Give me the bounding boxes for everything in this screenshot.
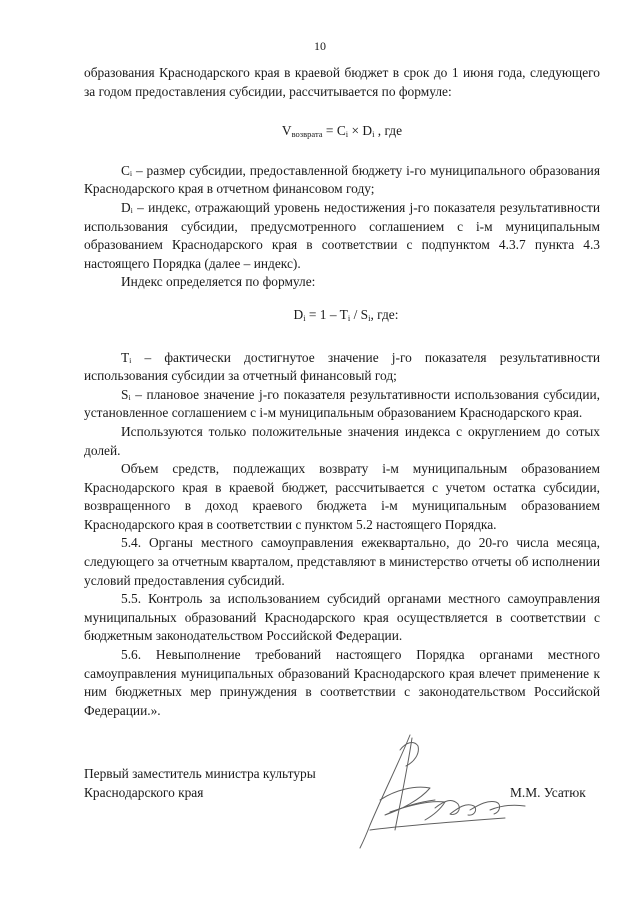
formula-tail: , где:	[370, 306, 399, 322]
formula-index	[84, 306, 600, 325]
paragraph-intro: образования Краснодарского края в краевой бюджет в срок до 1 июня года, следующего за годом предоставления субсидии, рассчитывается по формуле:	[84, 65, 600, 99]
formula-symbol: × D	[348, 123, 373, 139]
document-body	[84, 64, 600, 720]
formula-subscript: i	[347, 312, 351, 323]
formula-symbol: = C	[322, 123, 346, 139]
paragraph-si-definition: Sᵢ – плановое значение j-го показателя результативности использования субсидии, установленное соглашением с i-м муниципальным образованием Краснодарского края.	[84, 386, 600, 421]
formula-refund	[84, 122, 600, 141]
formula-symbol: D	[293, 306, 304, 322]
paragraph-di-definition: Dᵢ – индекс, отражающий уровень недостижения j-го показателя результативности использования субсидии, предусмотренного соглашением с i-м муниципальным образованием Краснодарского края в соответствии с подпунктом 4.3.7 пункта 4.3 настоящего Порядка (далее – индекс).	[84, 199, 600, 271]
formula-symbol: V	[281, 123, 292, 139]
paragraph-ci-definition: Cᵢ – размер субсидии, предоставленной бюджету i-го муниципального образования Краснодарского края в отчетном финансовом году;	[84, 162, 600, 197]
signature-block	[84, 765, 600, 802]
paragraph-refund-volume: Объем средств, подлежащих возврату i-м муниципальным образованием Краснодарского края в краевой бюджет, рассчитывается с учетом остатка субсидии, возвращенного в доход краевого бюджета i-м муниципальным образованием Краснодарского края в соответствии с пунктом 5.2 настоящего Порядка.	[84, 461, 600, 532]
formula-subscript: i	[368, 312, 371, 323]
signatory-position-line2: Краснодарского края	[84, 784, 204, 800]
page-number: 10	[314, 39, 326, 53]
paragraph-5-6: 5.6. Невыполнение требований настоящего Порядка органами местного самоуправления муниципальных образований Краснодарского края влечет применение к ним бюджетных мер принуждения в соответствии с законодательством Российской Федерации.».	[84, 647, 600, 718]
paragraph-ti-definition: Tᵢ – фактически достигнутое значение j-го показателя результативности использования субсидии за отчетный финансовый год;	[84, 349, 600, 384]
formula-symbol: / S	[350, 306, 369, 322]
paragraph-index-formula-intro: Индекс определяется по формуле:	[121, 274, 316, 290]
paragraph-5-5: 5.5. Контроль за использованием субсидий органами местного самоуправления муниципальных образований Краснодарского края осуществляется в соответствии с бюджетным законодательством Российской Федерации.	[84, 591, 600, 644]
formula-subscript: i	[345, 129, 349, 140]
signatory-name: М.М. Усатюк	[510, 784, 586, 800]
formula-subscript: i	[303, 312, 306, 323]
formula-subscript: возврата	[291, 129, 323, 140]
formula-symbol: = 1 – T	[305, 306, 348, 322]
formula-subscript: i	[372, 129, 375, 140]
formula-tail: , где	[374, 123, 403, 139]
signatory-position-line1: Первый заместитель министра культуры	[84, 766, 316, 781]
paragraph-rounding: Используются только положительные значения индекса с округлением до сотых долей.	[84, 423, 600, 458]
paragraph-5-4: 5.4. Органы местного самоуправления ежеквартально, до 20-го числа месяца, следующего за отчетным кварталом, представляют в министерство отчеты об исполнении условий предоставления субсидий.	[84, 535, 600, 588]
